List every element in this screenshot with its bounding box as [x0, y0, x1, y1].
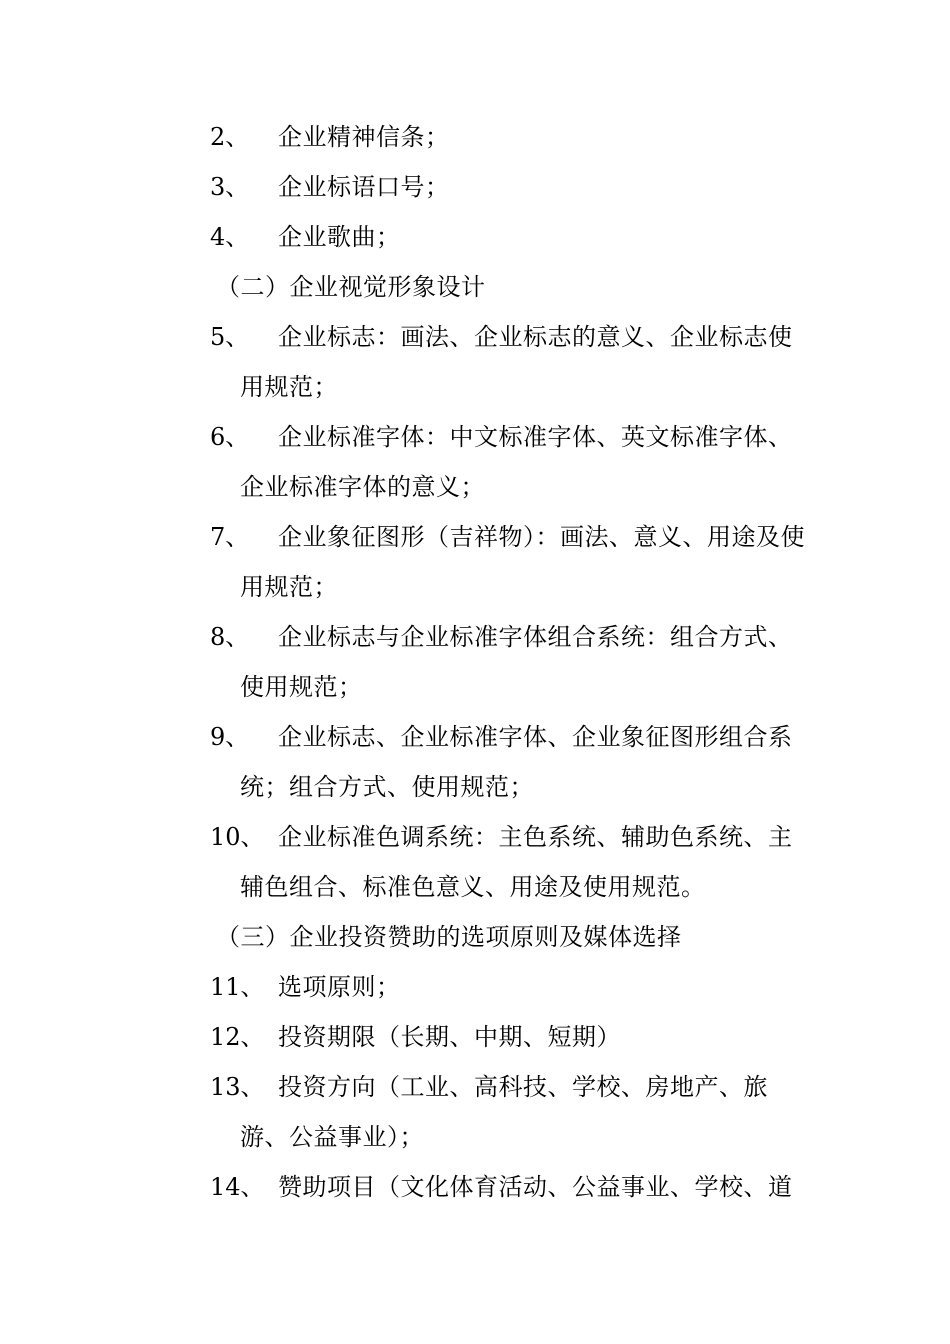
section-heading: （二）企业视觉形象设计 [216, 273, 486, 301]
item-text: 企业标准色调系统：主色系统、辅助色系统、主辅色组合、标准色意义、用途及使用规范。 [240, 823, 793, 901]
item-text: 选项原则； [278, 973, 401, 1001]
list-item [210, 412, 810, 512]
list-item [210, 162, 810, 212]
list-item [210, 112, 810, 162]
list-item [210, 212, 810, 262]
list-item [210, 612, 810, 712]
item-number: 14、 [210, 1173, 265, 1201]
list-item [210, 1062, 810, 1162]
list-item [210, 962, 810, 1012]
item-text: 企业精神信条； [278, 123, 450, 151]
item-number: 2、 [210, 123, 250, 151]
item-text: 企业标志与企业标准字体组合系统：组合方式、使用规范； [240, 623, 793, 701]
list-item [210, 1162, 810, 1212]
list-item [210, 512, 810, 612]
item-number: 11、 [210, 973, 265, 1001]
item-text: 赞助项目（文化体育活动、公益事业、学校、道 [278, 1173, 793, 1201]
item-number: 9、 [210, 723, 250, 751]
item-number: 5、 [210, 323, 250, 351]
document-body [210, 112, 810, 1212]
item-number: 13、 [210, 1073, 265, 1101]
list-item [210, 312, 810, 412]
item-text: 企业标准字体：中文标准字体、英文标准字体、企业标准字体的意义； [240, 423, 793, 501]
item-number: 3、 [210, 173, 250, 201]
item-number: 12、 [210, 1023, 265, 1051]
item-text: 投资方向（工业、高科技、学校、房地产、旅游、公益事业）； [240, 1073, 768, 1151]
item-text: 企业标志：画法、企业标志的意义、企业标志使用规范； [240, 323, 793, 401]
section-heading: （三）企业投资赞助的选项原则及媒体选择 [216, 923, 682, 951]
item-number: 6、 [210, 423, 250, 451]
item-number: 7、 [210, 523, 250, 551]
list-item [210, 812, 810, 912]
list-item [210, 1012, 810, 1062]
item-number: 4、 [210, 223, 250, 251]
item-text: 企业标语口号； [278, 173, 450, 201]
item-text: 企业歌曲； [278, 223, 401, 251]
item-text: 企业象征图形（吉祥物）：画法、意义、用途及使用规范； [240, 523, 805, 601]
item-number: 8、 [210, 623, 250, 651]
list-item [210, 712, 810, 812]
item-text: 投资期限（长期、中期、短期） [278, 1023, 621, 1051]
item-number: 10、 [210, 823, 265, 851]
item-text: 企业标志、企业标准字体、企业象征图形组合系统；组合方式、使用规范； [240, 723, 793, 801]
